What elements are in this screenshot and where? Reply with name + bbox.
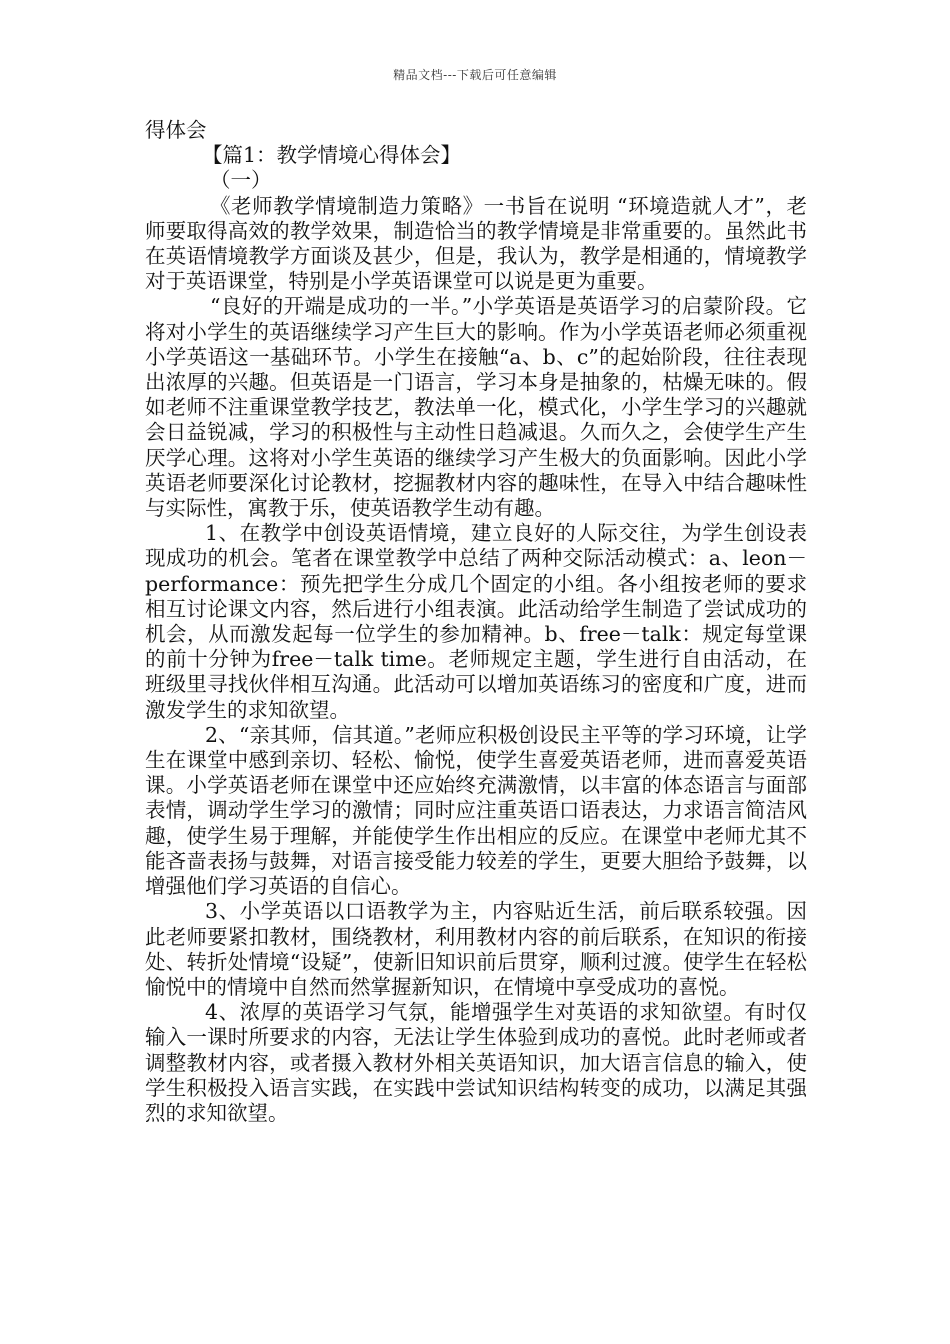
paragraph-point-2: 2、“亲其师，信其道。”老师应积极创设民主平等的学习环境，让学生在课堂中感到亲切、轻松、愉悦，使学生喜爱英语老师，进而喜爱英语课。小学英语老师在课堂中还应始终充满激情，以丰富的体态语言与面部表情，调动学生学习的激情；同时应注重英语口语表达，力求语言简洁风趣，使学生易于理解，并能使学生作出相应的反应。在课堂中老师尤其不能吝啬表扬与鼓舞，对语言接受能力较差的学生，更要大胆给予鼓舞，以增强他们学习英语的自信心。 [145,722,807,899]
document-body [145,118,807,1126]
subsection-label: （一） [210,168,272,193]
paragraph-good-start: “良好的开端是成功的一半。”小学英语是英语学习的启蒙阶段。它将对小学生的英语继续学习产生巨大的影响。作为小学英语老师必须重视小学英语这一基础环节。小学生在接触“a、b、c”的起始阶段，往往表现出浓厚的兴趣。但英语是一门语言，学习本身是抽象的，枯燥无味的。假如老师不注重课堂教学技艺，教法单一化，模式化，小学生学习的兴趣就会日益锐减，学习的积极性与主动性日趋减退。久而久之，会使学生产生厌学心理。这将对小学生英语的继续学习产生极大的负面影响。因此小学英语老师要深化讨论教材，挖掘教材内容的趣味性，在导入中结合趣味性与实际性，寓教于乐，使英语教学生动有趣。 [145,294,807,521]
page-header: 精品文档---下载后可任意编辑 [393,68,557,82]
paragraph-point-1: 1、在教学中创设英语情境，建立良好的人际交往，为学生创设表现成功的机会。笔者在课堂教学中总结了两种交际活动模式：a、leon－performance：预先把学生分成几个固定的小组。各小组按老师的要求相互讨论课文内容，然后进行小组表演。此活动给学生制造了尝试成功的机会，从而激发起每一位学生的参加精神。b、free－talk：规定每堂课的前十分钟为free－talk time。老师规定主题，学生进行自由活动，在班级里寻找伙伴相互沟通。此活动可以增加英语练习的密度和广度，进而激发学生的求知欲望。 [145,521,807,722]
paragraph-point-3: 3、小学英语以口语教学为主，内容贴近生活，前后联系较强。因此老师要紧扣教材，围绕教材，利用教材内容的前后联系，在知识的衔接处、转折处情境“设疑”，使新旧知识前后贯穿，顺利过渡。使学生在轻松愉悦中的情境中自然而然掌握新知识，在情境中享受成功的喜悦。 [145,899,807,999]
paragraph-intro: 《老师教学情境制造力策略》一书旨在说明 “环境造就人才”，老师要取得高效的教学效果，制造恰当的教学情境是非常重要的。虽然此书在英语情境教学方面谈及甚少，但是，我认为，教学是相通的，情境教学对于英语课堂，特别是小学英语课堂可以说是更为重要。 [145,193,807,294]
paragraph-point-4: 4、浓厚的英语学习气氛，能增强学生对英语的求知欲望。有时仅输入一课时所要求的内容，无法让学生体验到成功的喜悦。此时老师或者调整教材内容，或者摄入教材外相关英语知识，加大语言信息的输入，使学生积极投入语言实践，在实践中尝试知识结构转变的成功，以满足其强烈的求知欲望。 [145,1000,807,1125]
section-title: 【篇1：教学情境心得体会】 [202,143,462,168]
document-heading: 得体会 [145,118,207,142]
